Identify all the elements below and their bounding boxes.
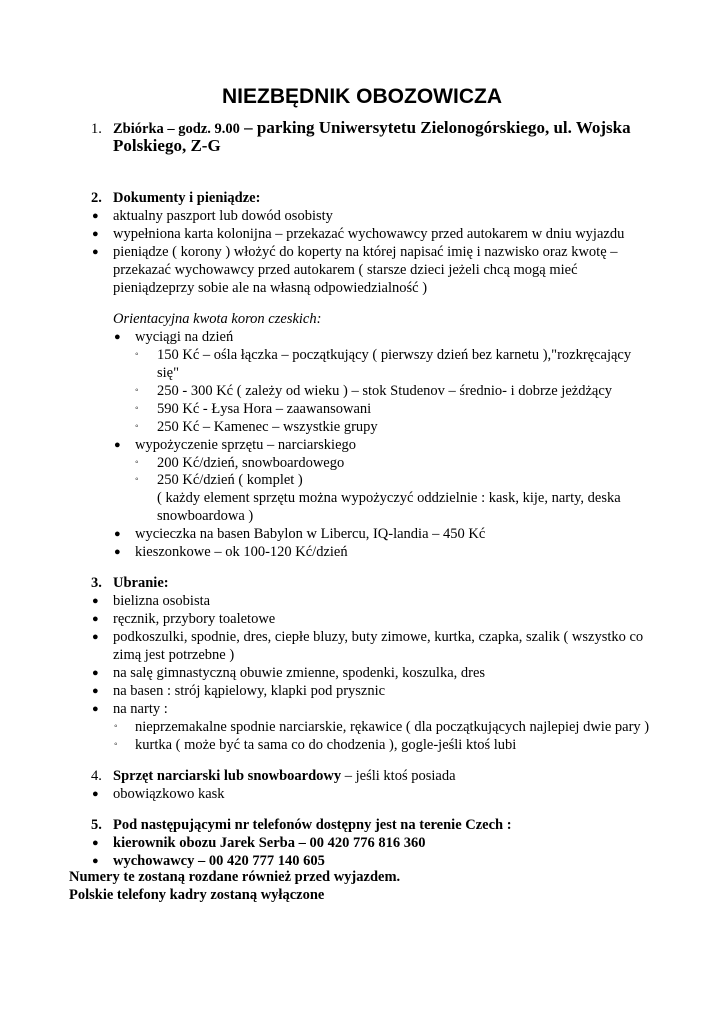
list-item-lifts: wyciągi na dzień — [135, 329, 234, 345]
list-item: podkoszulki, spodnie, dres, ciepłe bluzy, buty zimowe, kurtka, czapka, szalik ( wszystko co — [113, 629, 644, 645]
sub-bullet-icon: ◦ — [135, 385, 139, 396]
section-1-number: 1. — [91, 121, 102, 137]
section-4-heading — [113, 767, 456, 785]
sub-list-item: nieprzemakalne spodnie narciarskie, rękawice ( dla początkujących najlepiej dwie pary ) — [135, 719, 650, 735]
section-4-heading-rest: – jeśli ktoś posiada — [341, 768, 456, 784]
bullet-icon: ● — [92, 667, 99, 679]
bullet-icon: ● — [92, 246, 99, 258]
list-item: na basen : strój kąpielowy, klapki pod prysznic — [113, 683, 386, 699]
bullet-icon: ● — [114, 439, 121, 451]
section-5-number: 5. — [91, 817, 102, 833]
section-1-line-2: Polskiego, Z-G — [113, 136, 221, 155]
sub-list-item: 250 Kć – Kamenec – wszystkie grupy — [157, 419, 378, 435]
bullet-icon: ● — [92, 631, 99, 643]
list-item-continuation: przekazać wychowawcy przed autokarem ( starsze dzieci jeżeli chcą mogą mieć — [113, 262, 578, 278]
sub-list-item-continuation: ( każdy element sprzętu można wypożyczyć oddzielnie : kask, kije, narty, deska — [157, 490, 621, 506]
bullet-icon: ● — [92, 837, 99, 849]
sub-list-item: kurtka ( może być ta sama co do chodzenia ), gogle-jeśli ktoś lubi — [135, 737, 517, 753]
bullet-icon: ● — [92, 613, 99, 625]
sub-list-item-continuation: się" — [157, 365, 180, 381]
sub-list-item-continuation: snowboardowa ) — [157, 508, 254, 524]
sub-list-item: 250 - 300 Kć ( zależy od wieku ) – stok Studenov – średnio- i dobrze jeżdżący — [157, 383, 613, 399]
sub-list-item: 590 Kć - Łysa Hora – zaawansowani — [157, 401, 372, 417]
footer-note-1: Numery te zostaną rozdane również przed wyjazdem. — [69, 869, 401, 885]
section-5-heading: Pod następującymi nr telefonów dostępny jest na terenie Czech : — [113, 817, 512, 833]
sub-bullet-icon: ◦ — [114, 739, 118, 750]
list-item: wypełniona karta kolonijna – przekazać wychowawcy przed autokarem w dniu wyjazdu — [113, 226, 625, 242]
bullet-icon: ● — [92, 210, 99, 222]
list-item: ręcznik, przybory toaletowe — [113, 611, 276, 627]
list-item: pieniądze ( korony ) włożyć do koperty na której napisać imię i nazwisko oraz kwotę – — [113, 244, 618, 260]
sub-list-item: 150 Kć – ośla łączka – początkujący ( pierwszy dzień bez karnetu ),"rozkręcający — [157, 347, 632, 363]
section-3-number: 3. — [91, 575, 102, 591]
list-item: obowiązkowo kask — [113, 786, 225, 802]
section-4-number: 4. — [91, 768, 102, 784]
bullet-icon: ● — [92, 228, 99, 240]
footer-note-2: Polskie telefony kadry zostaną wyłączone — [69, 887, 325, 903]
page-title: NIEZBĘDNIK OBOZOWICZA — [222, 85, 502, 108]
bullet-icon: ● — [92, 703, 99, 715]
sub-bullet-icon: ◦ — [135, 403, 139, 414]
bullet-icon: ● — [114, 546, 121, 558]
sub-bullet-icon: ◦ — [135, 421, 139, 432]
section-2-number: 2. — [91, 190, 102, 206]
list-item: bielizna osobista — [113, 593, 211, 609]
sub-bullet-icon: ◦ — [135, 349, 139, 360]
list-item-continuation: zimą jest potrzebne ) — [113, 647, 235, 663]
section-4-heading-bold: Sprzęt narciarski lub snowboardowy — [113, 768, 342, 784]
bullet-icon: ● — [114, 528, 121, 540]
section-1-time: Zbiórka – godz. 9.00 — [113, 121, 240, 137]
sub-bullet-icon: ◦ — [135, 457, 139, 468]
section-1-place: – parking Uniwersytetu Zielonogórskiego, ul. Wojska — [239, 118, 631, 137]
bullet-icon: ● — [92, 595, 99, 607]
sub-bullet-icon: ◦ — [135, 474, 139, 485]
bullet-icon: ● — [92, 788, 99, 800]
list-item-continuation: pieniądzeprzy sobie ale na własną odpowiedzialność ) — [113, 280, 428, 296]
currency-note: Orientacyjna kwota koron czeskich: — [113, 311, 322, 327]
bullet-icon: ● — [92, 685, 99, 697]
list-item-trip: wycieczka na basen Babylon w Libercu, IQ-landia – 450 Kć — [135, 526, 486, 542]
sub-list-item: 250 Kć/dzień ( komplet ) — [157, 472, 303, 488]
list-item-rental: wypożyczenie sprzętu – narciarskiego — [135, 437, 357, 453]
bullet-icon: ● — [114, 331, 121, 343]
section-3-heading: Ubranie: — [113, 575, 169, 591]
list-item-pocket: kieszonkowe – ok 100-120 Kć/dzień — [135, 544, 348, 560]
sub-bullet-icon: ◦ — [114, 721, 118, 732]
list-item: na salę gimnastyczną obuwie zmienne, spodenki, koszulka, dres — [113, 665, 486, 681]
list-item: aktualny paszport lub dowód osobisty — [113, 208, 333, 224]
section-2-heading: Dokumenty i pieniądze: — [113, 190, 261, 206]
phone-leader: kierownik obozu Jarek Serba – 00 420 776 816 360 — [113, 835, 426, 851]
list-item: na narty : — [113, 701, 168, 717]
phone-tutors: wychowawcy – 00 420 777 140 605 — [113, 853, 325, 869]
sub-list-item: 200 Kć/dzień, snowboardowego — [157, 455, 345, 471]
bullet-icon: ● — [92, 855, 99, 867]
